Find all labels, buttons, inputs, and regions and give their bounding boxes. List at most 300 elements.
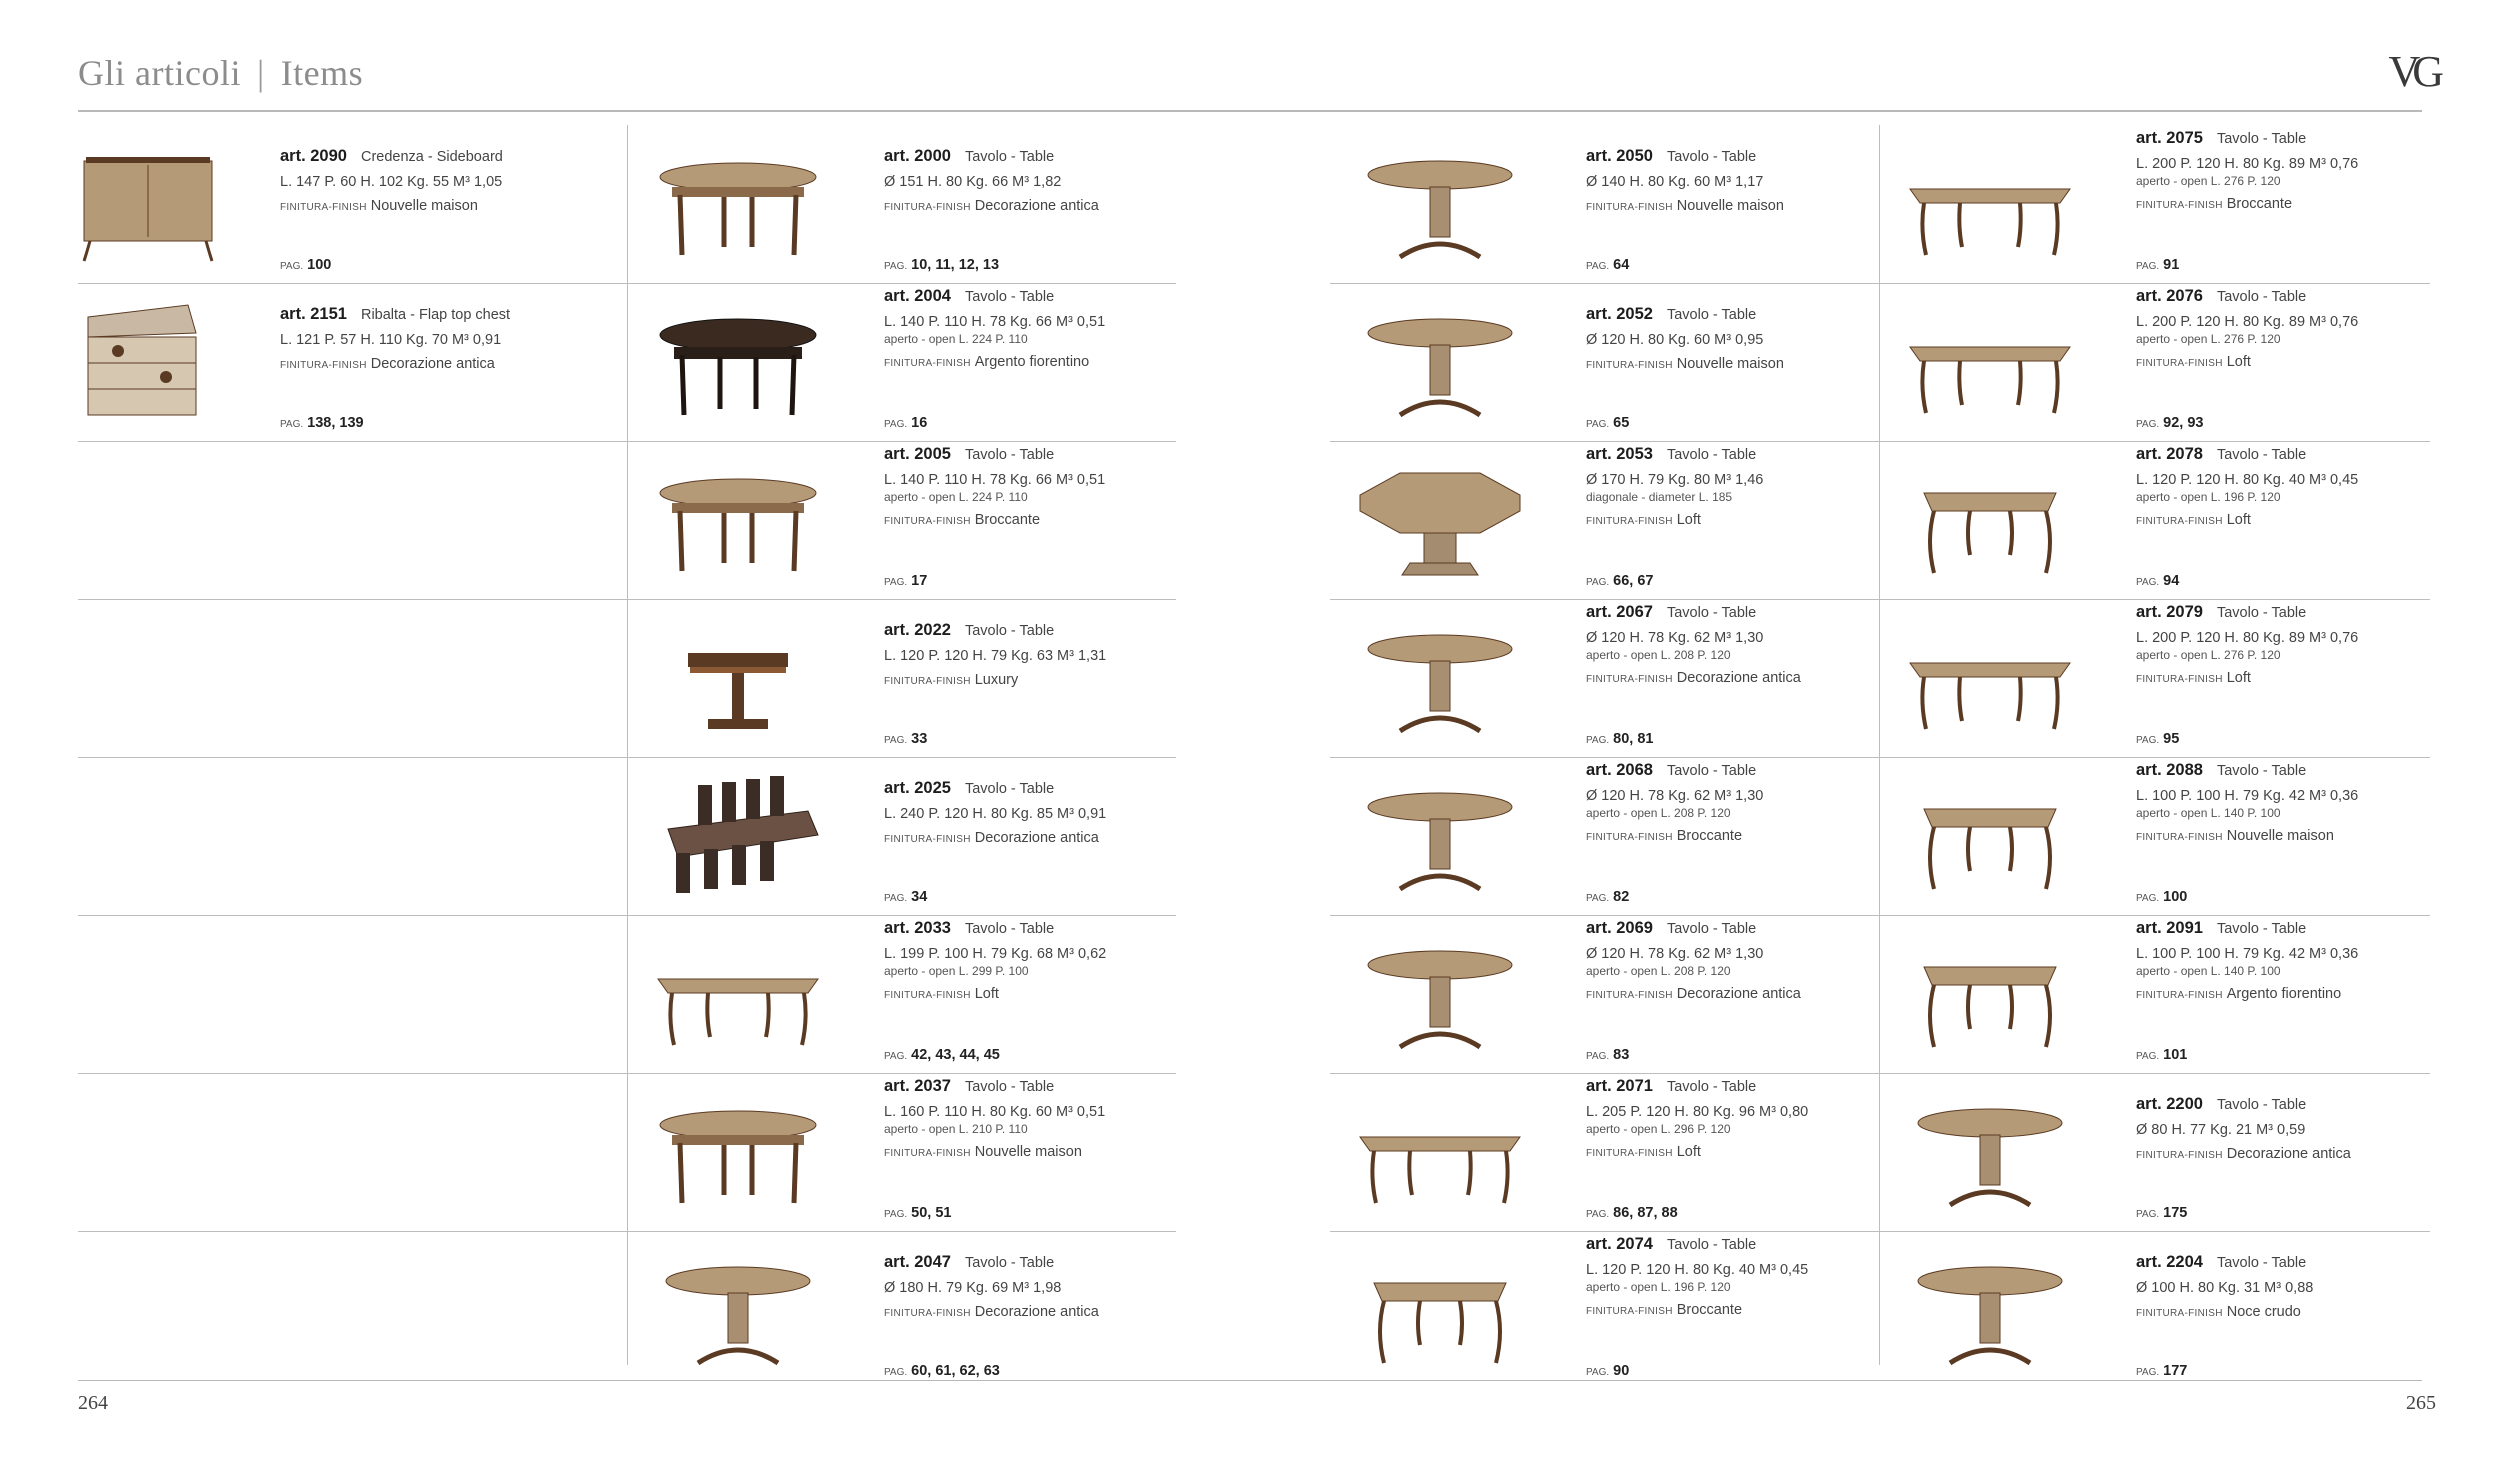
item-type: Tavolo - Table xyxy=(2216,289,2307,305)
item-finish xyxy=(1586,198,1886,214)
finish-value: Loft xyxy=(2226,512,2251,528)
finish-value: Loft xyxy=(2226,354,2251,370)
finish-value: Nouvelle maison xyxy=(1676,356,1784,372)
row-divider xyxy=(78,1231,1176,1232)
finish-label: FINITURA-FINISH xyxy=(884,516,971,527)
row-divider xyxy=(78,757,1176,758)
item-type: Tavolo - Table xyxy=(964,921,1055,937)
pages-value: 92, 93 xyxy=(2163,415,2204,431)
finish-label: FINITURA-FINISH xyxy=(2136,990,2223,1001)
item-dimensions: Ø 80 H. 77 Kg. 21 M³ 0,59 xyxy=(2136,1122,2306,1138)
item-info xyxy=(884,283,1184,441)
pages-label: PAG. xyxy=(1586,1367,1610,1378)
finish-label: FINITURA-FINISH xyxy=(1586,360,1673,371)
item-dimensions: L. 120 P. 120 H. 79 Kg. 63 M³ 1,31 xyxy=(884,648,1107,664)
finish-label: FINITURA-FINISH xyxy=(2136,516,2223,527)
item-type: Tavolo - Table xyxy=(964,623,1055,639)
pages-value: 80, 81 xyxy=(1613,731,1654,747)
finish-value: Nouvelle maison xyxy=(1676,198,1784,214)
item-open-dimensions: aperto - open L. 208 P. 120 xyxy=(1586,964,1731,978)
finish-label: FINITURA-FINISH xyxy=(2136,1308,2223,1319)
item-code-line xyxy=(2136,1253,2436,1272)
pages-label: PAG. xyxy=(1586,1051,1610,1062)
item-code-line xyxy=(1586,603,1886,622)
item-code-line xyxy=(884,1253,1184,1272)
item-card xyxy=(1880,757,2428,915)
item-pages xyxy=(1586,1205,1678,1221)
item-code: art. 2078 xyxy=(2136,445,2203,463)
finish-label: FINITURA-FINISH xyxy=(2136,832,2223,843)
dining-set-icon xyxy=(648,771,828,899)
item-pages xyxy=(884,1205,951,1221)
item-code-line xyxy=(884,1077,1184,1096)
item-card xyxy=(1880,915,2428,1073)
pages-label: PAG. xyxy=(1586,1209,1610,1220)
item-dimensions: Ø 120 H. 78 Kg. 62 M³ 1,30 xyxy=(1586,788,1764,804)
item-card xyxy=(628,125,1176,283)
long-table-icon xyxy=(1900,297,2080,425)
item-open-dimensions: aperto - open L. 208 P. 120 xyxy=(1586,648,1731,662)
item-pages xyxy=(1586,573,1653,589)
item-pages xyxy=(884,1363,1000,1379)
item-type: Tavolo - Table xyxy=(964,1255,1055,1271)
item-finish xyxy=(2136,354,2436,370)
item-type: Tavolo - Table xyxy=(1666,1079,1757,1095)
header-rule xyxy=(78,110,2422,112)
oval-table-dark-icon xyxy=(648,297,828,425)
item-card xyxy=(1330,1231,1878,1389)
item-open-dimensions: aperto - open L. 224 P. 110 xyxy=(884,332,1028,346)
pages-value: 66, 67 xyxy=(1613,573,1654,589)
pages-value: 10, 11, 12, 13 xyxy=(911,257,1000,273)
item-info xyxy=(2136,599,2436,757)
item-card xyxy=(1330,441,1878,599)
finish-value: Decorazione antica xyxy=(974,1304,1099,1320)
finish-label: FINITURA-FINISH xyxy=(2136,1150,2223,1161)
pages-label: PAG. xyxy=(280,419,304,430)
finish-label: FINITURA-FINISH xyxy=(884,834,971,845)
item-finish xyxy=(1586,1302,1886,1318)
oval-table-icon xyxy=(648,455,828,583)
square-table-icon xyxy=(1900,929,2080,1057)
item-pages xyxy=(1586,257,1629,273)
item-code-line xyxy=(2136,1095,2436,1114)
page-number-left: 264 xyxy=(78,1392,108,1414)
pages-label: PAG. xyxy=(1586,261,1610,272)
item-code: art. 2000 xyxy=(884,147,951,165)
finish-value: Decorazione antica xyxy=(974,830,1099,846)
pages-value: 95 xyxy=(2163,731,2180,747)
finish-value: Argento fiorentino xyxy=(974,354,1090,370)
item-code-line xyxy=(2136,129,2436,148)
row-divider xyxy=(78,441,1176,442)
item-type: Tavolo - Table xyxy=(964,447,1055,463)
item-dimensions: L. 200 P. 120 H. 80 Kg. 89 M³ 0,76 xyxy=(2136,156,2359,172)
pages-label: PAG. xyxy=(884,577,908,588)
item-code: art. 2022 xyxy=(884,621,951,639)
item-info xyxy=(884,757,1184,915)
item-finish xyxy=(2136,1146,2436,1162)
finish-value: Decorazione antica xyxy=(2226,1146,2351,1162)
pages-label: PAG. xyxy=(2136,261,2160,272)
item-code: art. 2079 xyxy=(2136,603,2203,621)
pages-value: 65 xyxy=(1613,415,1630,431)
item-pages xyxy=(1586,731,1653,747)
page-title xyxy=(78,52,363,94)
round-pedestal-table-icon xyxy=(1350,297,1530,425)
row-divider xyxy=(78,599,1176,600)
item-pages xyxy=(2136,1363,2187,1379)
item-card xyxy=(628,283,1176,441)
finish-label: FINITURA-FINISH xyxy=(280,360,367,371)
item-code: art. 2067 xyxy=(1586,603,1653,621)
oval-table-icon xyxy=(648,139,828,267)
item-code: art. 2033 xyxy=(884,919,951,937)
item-card xyxy=(628,757,1176,915)
item-code-line xyxy=(1586,147,1886,166)
finish-label: FINITURA-FINISH xyxy=(1586,990,1673,1001)
item-finish xyxy=(884,1144,1184,1160)
item-dimensions: L. 200 P. 120 H. 80 Kg. 89 M³ 0,76 xyxy=(2136,630,2359,646)
item-open-dimensions: aperto - open L. 276 P. 120 xyxy=(2136,648,2281,662)
item-card xyxy=(1880,599,2428,757)
item-open-dimensions: aperto - open L. 210 P. 110 xyxy=(884,1122,1028,1136)
finish-value: Loft xyxy=(1676,1144,1701,1160)
pages-value: 100 xyxy=(307,257,332,273)
oval-table-icon xyxy=(648,1087,828,1215)
pages-label: PAG. xyxy=(2136,893,2160,904)
item-card xyxy=(1880,1231,2428,1389)
item-code: art. 2076 xyxy=(2136,287,2203,305)
item-open-dimensions: aperto - open L. 196 P. 120 xyxy=(1586,1280,1731,1294)
item-card xyxy=(1330,1073,1878,1231)
item-info xyxy=(2136,441,2436,599)
item-card xyxy=(1880,1073,2428,1231)
item-pages xyxy=(2136,731,2179,747)
row-divider xyxy=(78,1073,1176,1074)
pages-label: PAG. xyxy=(1586,577,1610,588)
item-info xyxy=(2136,1231,2436,1389)
pages-label: PAG. xyxy=(884,1367,908,1378)
item-code-line xyxy=(2136,603,2436,622)
item-info xyxy=(884,125,1184,283)
item-info xyxy=(1586,1231,1886,1389)
row-divider xyxy=(1330,757,2430,758)
pages-value: 16 xyxy=(911,415,928,431)
item-type: Tavolo - Table xyxy=(1666,149,1757,165)
pages-label: PAG. xyxy=(2136,419,2160,430)
item-open-dimensions: aperto - open L. 276 P. 120 xyxy=(2136,174,2281,188)
row-divider xyxy=(1330,915,2430,916)
item-pages xyxy=(884,731,927,747)
item-type: Credenza - Sideboard xyxy=(360,149,503,165)
round-pedestal-table-icon xyxy=(1900,1245,2080,1373)
finish-value: Argento fiorentino xyxy=(2226,986,2342,1002)
item-dimensions: Ø 140 H. 80 Kg. 60 M³ 1,17 xyxy=(1586,174,1764,190)
row-divider xyxy=(1330,441,2430,442)
item-code: art. 2053 xyxy=(1586,445,1653,463)
pages-label: PAG. xyxy=(2136,1051,2160,1062)
finish-value: Broccante xyxy=(974,512,1041,528)
item-dimensions: Ø 120 H. 78 Kg. 62 M³ 1,30 xyxy=(1586,630,1764,646)
item-info xyxy=(884,599,1184,757)
finish-value: Broccante xyxy=(2226,196,2293,212)
item-code-line xyxy=(2136,761,2436,780)
finish-label: FINITURA-FINISH xyxy=(2136,358,2223,369)
item-finish xyxy=(1586,1144,1886,1160)
item-code: art. 2025 xyxy=(884,779,951,797)
item-open-dimensions: aperto - open L. 208 P. 120 xyxy=(1586,806,1731,820)
finish-value: Noce crudo xyxy=(2226,1304,2301,1320)
finish-value: Luxury xyxy=(974,672,1019,688)
item-finish xyxy=(2136,512,2436,528)
row-divider xyxy=(78,915,1176,916)
item-finish xyxy=(2136,670,2436,686)
item-dimensions: L. 200 P. 120 H. 80 Kg. 89 M³ 0,76 xyxy=(2136,314,2359,330)
item-pages xyxy=(2136,415,2203,431)
finish-label: FINITURA-FINISH xyxy=(1586,202,1673,213)
item-finish xyxy=(1586,670,1886,686)
pages-label: PAG. xyxy=(2136,1209,2160,1220)
finish-value: Loft xyxy=(974,986,999,1002)
item-code-line xyxy=(2136,445,2436,464)
item-info xyxy=(884,441,1184,599)
item-pages xyxy=(2136,889,2187,905)
item-dimensions: L. 121 P. 57 H. 110 Kg. 70 M³ 0,91 xyxy=(280,332,502,348)
item-finish xyxy=(2136,1304,2436,1320)
item-code: art. 2090 xyxy=(280,147,347,165)
item-dimensions: L. 160 P. 110 H. 80 Kg. 60 M³ 0,51 xyxy=(884,1104,1106,1120)
pages-label: PAG. xyxy=(884,1209,908,1220)
item-code: art. 2068 xyxy=(1586,761,1653,779)
item-code: art. 2075 xyxy=(2136,129,2203,147)
item-pages xyxy=(884,415,927,431)
finish-label: FINITURA-FINISH xyxy=(280,202,367,213)
finish-value: Nouvelle maison xyxy=(370,198,478,214)
item-info xyxy=(1586,599,1886,757)
item-open-dimensions: aperto - open L. 196 P. 120 xyxy=(2136,490,2281,504)
pages-value: 83 xyxy=(1613,1047,1630,1063)
item-open-dimensions: aperto - open L. 140 P. 100 xyxy=(2136,964,2281,978)
finish-value: Nouvelle maison xyxy=(2226,828,2334,844)
long-table-icon xyxy=(1900,139,2080,267)
item-pages xyxy=(280,415,364,431)
item-code: art. 2069 xyxy=(1586,919,1653,937)
item-type: Tavolo - Table xyxy=(1666,447,1757,463)
pages-value: 138, 139 xyxy=(307,415,364,431)
pages-value: 42, 43, 44, 45 xyxy=(911,1047,1000,1063)
item-code: art. 2004 xyxy=(884,287,951,305)
finish-value: Nouvelle maison xyxy=(974,1144,1082,1160)
item-dimensions: L. 100 P. 100 H. 79 Kg. 42 M³ 0,36 xyxy=(2136,946,2359,962)
item-finish xyxy=(1586,828,1886,844)
item-type: Tavolo - Table xyxy=(964,781,1055,797)
item-pages xyxy=(1586,415,1629,431)
row-divider xyxy=(1330,1073,2430,1074)
column-divider xyxy=(1879,125,1880,1365)
item-type: Tavolo - Table xyxy=(964,1079,1055,1095)
item-code: art. 2050 xyxy=(1586,147,1653,165)
item-pages xyxy=(1586,1047,1629,1063)
finish-label: FINITURA-FINISH xyxy=(2136,674,2223,685)
item-info xyxy=(884,915,1184,1073)
item-card xyxy=(628,441,1176,599)
item-type: Tavolo - Table xyxy=(2216,447,2307,463)
item-finish xyxy=(884,512,1184,528)
pages-label: PAG. xyxy=(1586,735,1610,746)
long-table-icon xyxy=(1350,1087,1530,1215)
round-pedestal-table-icon xyxy=(1900,1087,2080,1215)
brand-logo: VG xyxy=(2388,47,2436,96)
item-pages xyxy=(280,257,331,273)
item-info xyxy=(280,283,580,441)
item-dimensions: L. 120 P. 120 H. 80 Kg. 40 M³ 0,45 xyxy=(2136,472,2359,488)
item-code: art. 2151 xyxy=(280,305,347,323)
finish-label: FINITURA-FINISH xyxy=(2136,200,2223,211)
item-info xyxy=(2136,757,2436,915)
finish-label: FINITURA-FINISH xyxy=(884,1308,971,1319)
item-code: art. 2200 xyxy=(2136,1095,2203,1113)
pages-label: PAG. xyxy=(884,735,908,746)
item-code-line xyxy=(1586,305,1886,324)
finish-label: FINITURA-FINISH xyxy=(884,202,971,213)
item-code-line xyxy=(280,305,580,324)
item-open-dimensions: aperto - open L. 296 P. 120 xyxy=(1586,1122,1731,1136)
finish-value: Decorazione antica xyxy=(370,356,495,372)
item-type: Tavolo - Table xyxy=(2216,1097,2307,1113)
pages-value: 90 xyxy=(1613,1363,1630,1379)
item-code-line xyxy=(884,779,1184,798)
item-finish xyxy=(884,354,1184,370)
item-dimensions: L. 199 P. 100 H. 79 Kg. 68 M³ 0,62 xyxy=(884,946,1107,962)
item-finish xyxy=(280,356,580,372)
row-divider xyxy=(1330,1231,2430,1232)
item-code-line xyxy=(884,287,1184,306)
item-card xyxy=(1330,757,1878,915)
item-open-dimensions: diagonale - diameter L. 185 xyxy=(1586,490,1733,504)
item-type: Tavolo - Table xyxy=(1666,1237,1757,1253)
item-dimensions: L. 240 P. 120 H. 80 Kg. 85 M³ 0,91 xyxy=(884,806,1107,822)
finish-value: Loft xyxy=(2226,670,2251,686)
title-english: Items xyxy=(280,53,364,93)
item-card xyxy=(1330,599,1878,757)
finish-value: Loft xyxy=(1676,512,1701,528)
footer-rule xyxy=(78,1380,2422,1381)
item-card xyxy=(1330,283,1878,441)
item-dimensions: Ø 120 H. 78 Kg. 62 M³ 1,30 xyxy=(1586,946,1764,962)
item-code-line xyxy=(1586,919,1886,938)
item-card xyxy=(1880,125,2428,283)
item-pages xyxy=(884,889,927,905)
item-info xyxy=(2136,283,2436,441)
long-table-icon xyxy=(648,929,828,1057)
item-pages xyxy=(2136,257,2179,273)
item-code-line xyxy=(280,147,580,166)
finish-label: FINITURA-FINISH xyxy=(1586,674,1673,685)
item-dimensions: Ø 120 H. 80 Kg. 60 M³ 0,95 xyxy=(1586,332,1764,348)
item-type: Ribalta - Flap top chest xyxy=(360,307,511,323)
item-dimensions: L. 140 P. 110 H. 78 Kg. 66 M³ 0,51 xyxy=(884,314,1106,330)
item-card xyxy=(628,599,1176,757)
item-code: art. 2005 xyxy=(884,445,951,463)
item-type: Tavolo - Table xyxy=(964,289,1055,305)
item-code-line xyxy=(2136,287,2436,306)
finish-label: FINITURA-FINISH xyxy=(884,358,971,369)
item-pages xyxy=(884,257,999,273)
item-info xyxy=(2136,915,2436,1073)
finish-label: FINITURA-FINISH xyxy=(884,1148,971,1159)
item-code: art. 2037 xyxy=(884,1077,951,1095)
finish-label: FINITURA-FINISH xyxy=(884,676,971,687)
octagonal-table-icon xyxy=(1350,455,1530,583)
item-type: Tavolo - Table xyxy=(1666,307,1757,323)
item-code: art. 2052 xyxy=(1586,305,1653,323)
pages-value: 101 xyxy=(2163,1047,2188,1063)
sideboard-icon xyxy=(78,139,218,267)
item-type: Tavolo - Table xyxy=(2216,605,2307,621)
item-pages xyxy=(884,1047,1000,1063)
round-pedestal-table-icon xyxy=(648,1245,828,1373)
finish-value: Broccante xyxy=(1676,1302,1743,1318)
finish-label: FINITURA-FINISH xyxy=(1586,832,1673,843)
item-card xyxy=(628,915,1176,1073)
item-type: Tavolo - Table xyxy=(2216,921,2307,937)
item-dimensions: L. 140 P. 110 H. 78 Kg. 66 M³ 0,51 xyxy=(884,472,1106,488)
round-pedestal-table-icon xyxy=(1350,613,1530,741)
pages-value: 64 xyxy=(1613,257,1630,273)
item-code-line xyxy=(884,445,1184,464)
item-pages xyxy=(884,573,927,589)
item-type: Tavolo - Table xyxy=(1666,763,1757,779)
pages-value: 91 xyxy=(2163,257,2180,273)
item-info xyxy=(280,125,580,283)
item-dimensions: L. 205 P. 120 H. 80 Kg. 96 M³ 0,80 xyxy=(1586,1104,1809,1120)
pedestal-table-icon xyxy=(648,613,828,741)
item-code-line xyxy=(884,621,1184,640)
item-open-dimensions: aperto - open L. 276 P. 120 xyxy=(2136,332,2281,346)
pages-label: PAG. xyxy=(1586,419,1610,430)
pages-value: 100 xyxy=(2163,889,2188,905)
item-dimensions: Ø 180 H. 79 Kg. 69 M³ 1,98 xyxy=(884,1280,1062,1296)
item-card xyxy=(1880,283,2428,441)
item-type: Tavolo - Table xyxy=(964,149,1055,165)
item-finish xyxy=(1586,512,1886,528)
pages-value: 177 xyxy=(2163,1363,2188,1379)
item-dimensions: L. 120 P. 120 H. 80 Kg. 40 M³ 0,45 xyxy=(1586,1262,1809,1278)
item-dimensions: Ø 170 H. 79 Kg. 80 M³ 1,46 xyxy=(1586,472,1764,488)
item-dimensions: L. 147 P. 60 H. 102 Kg. 55 M³ 1,05 xyxy=(280,174,503,190)
round-pedestal-table-icon xyxy=(1350,139,1530,267)
pages-value: 34 xyxy=(911,889,928,905)
item-info xyxy=(1586,915,1886,1073)
item-info xyxy=(1586,757,1886,915)
item-finish xyxy=(2136,196,2436,212)
square-table-icon xyxy=(1900,771,2080,899)
item-info xyxy=(884,1231,1184,1389)
item-info xyxy=(1586,283,1886,441)
item-dimensions: Ø 151 H. 80 Kg. 66 M³ 1,82 xyxy=(884,174,1062,190)
item-dimensions: Ø 100 H. 80 Kg. 31 M³ 0,88 xyxy=(2136,1280,2314,1296)
row-divider xyxy=(78,283,1176,284)
item-finish xyxy=(884,672,1184,688)
item-code: art. 2071 xyxy=(1586,1077,1653,1095)
pages-label: PAG. xyxy=(2136,577,2160,588)
item-type: Tavolo - Table xyxy=(2216,763,2307,779)
item-code-line xyxy=(1586,445,1886,464)
title-italian: Gli articoli xyxy=(78,53,241,93)
item-pages xyxy=(1586,1363,1629,1379)
item-code-line xyxy=(1586,1077,1886,1096)
